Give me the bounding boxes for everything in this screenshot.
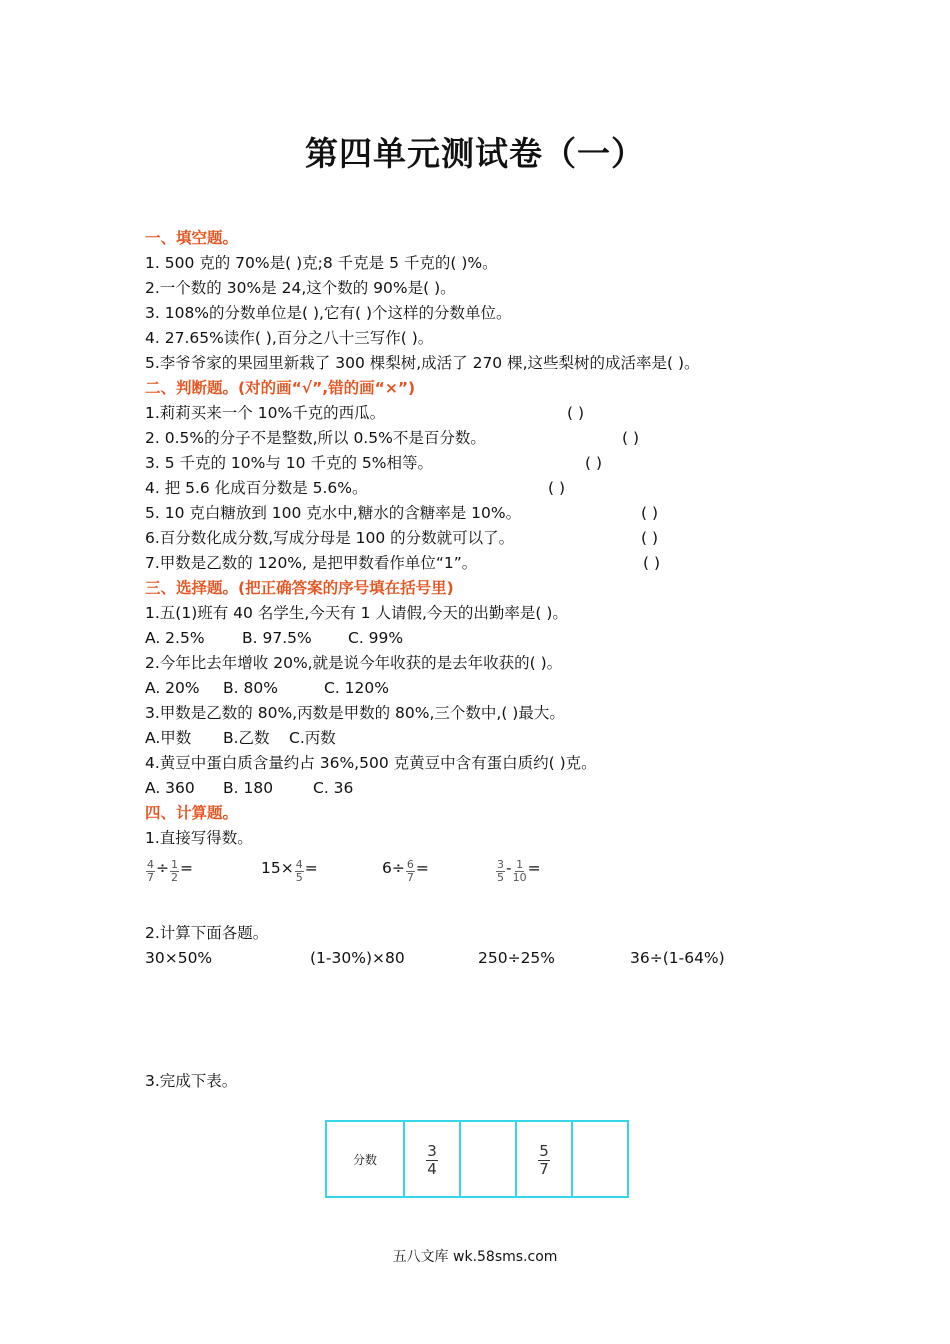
equals-sign: = <box>527 859 541 877</box>
option: C. 36 <box>313 779 354 797</box>
question-line: 2.今年比去年增收 20%,就是说今年收获的是去年收获的( )。 <box>145 654 563 672</box>
calc-expression <box>382 859 429 884</box>
judge-text: 3. 5 千克的 10%与 10 千克的 5%相等。 <box>145 454 433 472</box>
denominator: 5 <box>295 871 303 884</box>
table-cell-empty <box>460 1121 516 1197</box>
section-header: 四、计算题。 <box>145 804 239 822</box>
question-line: 3.甲数是乙数的 80%,丙数是甲数的 80%,三个数中,( )最大。 <box>145 704 565 722</box>
judge-text: 6.百分数化成分数,写成分母是 100 的分数就可以了。 <box>145 529 515 547</box>
option: A.甲数 <box>145 729 192 747</box>
fraction <box>295 859 304 884</box>
fraction <box>513 859 527 884</box>
equals-sign: = <box>415 859 429 877</box>
table-cell <box>516 1121 572 1197</box>
section-header: 二、判断题。(对的画“√”,错的画“×”) <box>145 379 416 397</box>
denominator: 4 <box>427 1159 437 1178</box>
options-line <box>145 626 845 651</box>
answer-paren: ( ) <box>622 429 640 447</box>
judge-text: 7.甲数是乙数的 120%, 是把甲数看作单位“1”。 <box>145 554 478 572</box>
judge-text: 5. 10 克白糖放到 100 克水中,糖水的含糖率是 10%。 <box>145 504 522 522</box>
options-line <box>145 726 845 751</box>
numerator: 1 <box>516 858 524 871</box>
answer-paren: ( ) <box>641 529 659 547</box>
judge-line <box>145 426 845 451</box>
answer-paren: ( ) <box>585 454 603 472</box>
sub-question: 3.完成下表。 <box>145 1072 238 1090</box>
numerator: 3 <box>427 1141 437 1160</box>
option: A. 20% <box>145 679 200 697</box>
question-line: 5.李爷爷家的果园里新栽了 300 棵梨树,成活了 270 棵,这些梨树的成活率是( )。 <box>145 354 700 372</box>
answer-paren: ( ) <box>567 404 585 422</box>
judge-line <box>145 401 845 426</box>
sub-question: 2.计算下面各题。 <box>145 924 269 942</box>
sub-question: 1.直接写得数。 <box>145 829 253 847</box>
calc-expression <box>145 859 193 884</box>
table-cell-empty <box>572 1121 628 1197</box>
equals-sign: = <box>180 859 193 877</box>
judge-line <box>145 501 845 526</box>
worksheet-body <box>145 226 845 1094</box>
calc-row <box>145 946 845 971</box>
operator: ÷ <box>156 859 169 877</box>
option: B.乙数 <box>223 729 270 747</box>
table-cell <box>404 1121 460 1197</box>
denominator: 7 <box>539 1159 549 1178</box>
numerator: 6 <box>406 858 414 871</box>
option: A. 360 <box>145 779 195 797</box>
judge-line <box>145 551 845 576</box>
numerator: 3 <box>497 858 504 871</box>
footer-watermark: 五八文库 wk.58sms.com <box>392 1249 558 1265</box>
judge-line <box>145 526 845 551</box>
judge-text: 4. 把 5.6 化成百分数是 5.6%。 <box>145 479 368 497</box>
numerator: 1 <box>171 858 178 871</box>
calc-expression: 250÷25% <box>478 949 556 967</box>
numerator: 4 <box>295 858 303 871</box>
answer-paren: ( ) <box>641 504 659 522</box>
table-label-cell: 分数 <box>326 1121 404 1197</box>
fraction-table <box>325 1120 629 1198</box>
question-line: 4. 27.65%读作( ),百分之八十三写作( )。 <box>145 329 434 347</box>
calc-expression <box>261 859 318 884</box>
option: B. 97.5% <box>242 629 312 647</box>
denominator: 5 <box>497 871 504 884</box>
fraction <box>146 859 155 884</box>
fraction <box>538 1143 550 1178</box>
judge-text: 1.莉莉买来一个 10%千克的西瓜。 <box>145 404 386 422</box>
fraction <box>426 1143 438 1178</box>
operator: - <box>506 859 512 877</box>
numerator: 5 <box>539 1141 549 1160</box>
option: C. 120% <box>324 679 389 697</box>
answer-paren: ( ) <box>548 479 566 497</box>
option: C. 99% <box>348 629 404 647</box>
question-line: 3. 108%的分数单位是( ),它有( )个这样的分数单位。 <box>145 304 512 322</box>
calc-expression: (1-30%)×80 <box>310 949 405 967</box>
judge-text: 2. 0.5%的分子不是整数,所以 0.5%不是百分数。 <box>145 429 486 447</box>
equals-sign: = <box>304 859 318 877</box>
option: C.丙数 <box>289 729 336 747</box>
option: A. 2.5% <box>145 629 205 647</box>
question-line: 2.一个数的 30%是 24,这个数的 90%是( )。 <box>145 279 456 297</box>
calc-expression: 30×50% <box>145 949 213 967</box>
option: B. 80% <box>223 679 278 697</box>
options-line <box>145 676 845 701</box>
calc-expression: 36÷(1-64%) <box>630 949 725 967</box>
options-line <box>145 776 845 801</box>
oral-calc-row <box>145 859 845 904</box>
option: B. 180 <box>223 779 274 797</box>
question-line: 1. 500 克的 70%是( )克;8 千克是 5 千克的( )%。 <box>145 254 498 272</box>
expression-prefix: 6÷ <box>382 859 405 877</box>
denominator: 7 <box>147 871 154 884</box>
fraction <box>496 859 505 884</box>
denominator: 7 <box>406 871 414 884</box>
calc-expression <box>495 859 541 884</box>
denominator: 10 <box>512 871 527 884</box>
numerator: 4 <box>147 858 154 871</box>
fraction <box>170 859 179 884</box>
judge-line <box>145 451 845 476</box>
judge-line <box>145 476 845 501</box>
denominator: 2 <box>171 871 178 884</box>
page-title: 第四单元测试卷（一） <box>305 134 645 173</box>
section-header: 一、填空题。 <box>145 229 239 247</box>
fraction <box>406 859 415 884</box>
expression-prefix: 15× <box>261 859 294 877</box>
question-line: 1.五(1)班有 40 名学生,今天有 1 人请假,今天的出勤率是( )。 <box>145 604 568 622</box>
section-header: 三、选择题。(把正确答案的序号填在括号里) <box>145 579 454 597</box>
answer-paren: ( ) <box>643 554 661 572</box>
question-line: 4.黄豆中蛋白质含量约占 36%,500 克黄豆中含有蛋白质约( )克。 <box>145 754 597 772</box>
